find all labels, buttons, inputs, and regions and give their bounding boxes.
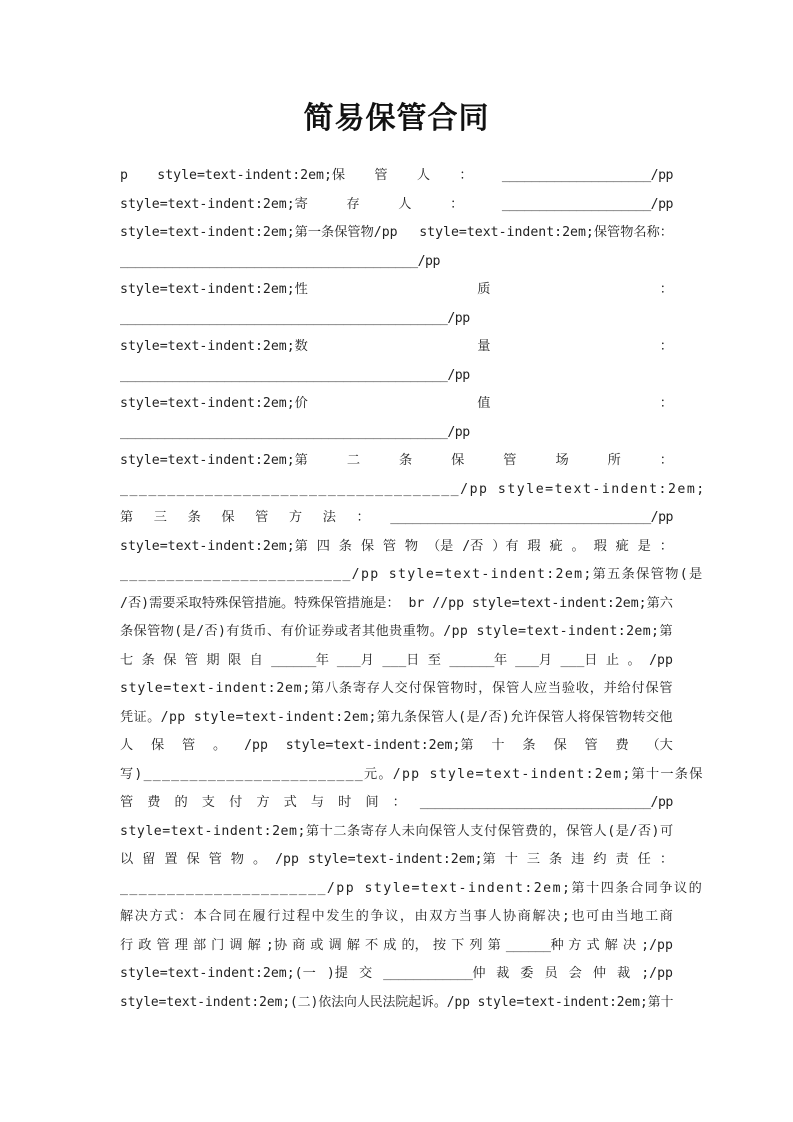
- text-segment: 解: [247, 937, 261, 953]
- text-line: [120, 846, 673, 875]
- text-line: [120, 818, 673, 847]
- text-segment: 场: [555, 453, 569, 468]
- text-segment: ：: [459, 168, 473, 183]
- text-segment: 解决方式：本合同在履行过程中发生的争议，由双方当事人协商解决;也可由当地工商: [120, 909, 675, 924]
- text-segment: 会: [568, 966, 582, 981]
- text-segment: 瑕: [593, 538, 607, 554]
- text-segment: 门: [211, 937, 225, 953]
- text-segment: 方: [256, 795, 270, 810]
- text-segment: （是: [426, 538, 454, 554]
- text-segment: 管: [120, 795, 134, 810]
- text-segment: ：: [659, 538, 673, 554]
- text-segment: 限: [227, 652, 242, 668]
- text-segment: ___日: [382, 652, 420, 668]
- text-segment: 保: [451, 453, 465, 468]
- text-line: [120, 989, 673, 1018]
- text-segment: 按: [432, 937, 447, 953]
- text-segment: ：: [659, 339, 673, 354]
- text-line: [120, 647, 673, 676]
- text-segment: 解: [346, 937, 360, 953]
- text-segment: 裁: [617, 966, 631, 981]
- text-segment: （大: [646, 738, 673, 753]
- text-line: [120, 476, 706, 505]
- text-segment: 第: [120, 510, 134, 525]
- text-segment: 管: [208, 852, 222, 867]
- text-segment: 与: [310, 795, 325, 810]
- text-segment: /否)需要采取特殊保管措施。特殊保管措施是：: [120, 595, 400, 611]
- text-line: [120, 875, 704, 904]
- text-segment: ______年: [271, 652, 329, 668]
- text-segment: 交: [358, 966, 373, 981]
- text-segment: 时: [338, 795, 352, 810]
- text-segment: 瑕: [527, 538, 541, 554]
- text-segment: 费: [147, 795, 161, 810]
- text-segment: 间: [365, 795, 379, 810]
- text-segment: ：: [659, 282, 673, 297]
- text-segment: ____________仲: [383, 966, 486, 981]
- text-segment: 留: [142, 852, 156, 867]
- text-line: [120, 675, 673, 704]
- text-segment: ____________________________________/pp style=text-indent:2em;: [120, 481, 706, 497]
- text-segment: ;协: [265, 937, 288, 953]
- text-segment: style=text-indent:2em;性: [120, 282, 308, 297]
- text-segment: 止: [605, 652, 620, 668]
- text-segment: br //pp style=text-indent:2em;第六: [408, 595, 673, 611]
- text-segment: ______年: [449, 652, 507, 668]
- text-segment: 物: [404, 538, 419, 554]
- text-segment: 自: [249, 652, 263, 668]
- text-line: [120, 276, 673, 305]
- text-segment: 式: [586, 937, 600, 953]
- text-segment: style=text-indent:2em;保: [157, 168, 346, 183]
- text-segment: 决: [622, 937, 637, 953]
- text-segment: ______种: [505, 937, 564, 953]
- text-segment: 调: [229, 937, 243, 953]
- text-segment: ____________________/pp: [501, 168, 673, 183]
- text-segment: 行: [120, 937, 134, 953]
- text-segment: 十: [504, 852, 518, 867]
- text-segment: 三: [153, 510, 167, 525]
- text-segment: 裁: [496, 966, 510, 981]
- text-segment: ;/pp: [641, 966, 673, 981]
- text-segment: 。: [571, 538, 585, 554]
- text-segment: 值: [477, 396, 491, 411]
- text-segment: 管: [382, 538, 397, 554]
- text-line: [120, 960, 673, 989]
- text-segment: 保: [221, 510, 235, 525]
- text-segment: 以: [120, 852, 134, 867]
- text-segment: 的: [174, 795, 188, 810]
- text-segment: 人: [120, 738, 134, 753]
- text-segment: 管: [374, 168, 388, 183]
- text-segment: 支: [201, 795, 215, 810]
- text-segment: style=text-indent:2em;(二)依法向人民法院起诉。/pp style=text-indent:2em;第十: [120, 994, 674, 1010]
- text-line: [120, 704, 673, 733]
- text-line: [120, 618, 673, 647]
- text-segment: style=text-indent:2em;第: [285, 738, 474, 753]
- text-segment: style=text-indent:2em;第一条保管物/pp: [120, 225, 398, 240]
- text-segment: 保: [553, 738, 567, 753]
- text-segment: /pp: [275, 852, 299, 867]
- document-title: 简易保管合同: [303, 101, 490, 136]
- text-segment: 。: [252, 852, 267, 867]
- text-segment: 至: [427, 652, 441, 668]
- text-segment: style=text-indent:2em;第: [120, 453, 308, 468]
- text-segment: 保: [163, 652, 177, 668]
- text-segment: 所: [607, 453, 621, 468]
- text-line: [120, 333, 673, 362]
- text-segment: ：: [356, 510, 370, 525]
- text-segment: 质: [477, 282, 491, 297]
- text-segment: 付: [229, 795, 243, 810]
- text-segment: ：: [659, 453, 673, 468]
- text-line: [120, 162, 673, 191]
- text-segment: style=text-indent:2em;第: [120, 538, 308, 554]
- text-segment: 条: [398, 453, 413, 468]
- text-segment: 疵: [615, 538, 629, 554]
- text-segment: ____________________/pp: [501, 196, 673, 212]
- text-segment: 式: [283, 795, 297, 810]
- text-segment: ;/pp: [641, 937, 673, 953]
- text-segment: 是: [637, 538, 651, 554]
- text-line: [120, 504, 673, 533]
- text-segment: 。: [627, 652, 641, 668]
- text-segment: style=text-indent:2em;(一: [120, 966, 316, 981]
- text-segment: 任: [637, 852, 651, 867]
- text-segment: 十: [491, 738, 505, 753]
- text-segment: style=text-indent:2em;价: [120, 396, 308, 411]
- text-segment: 条保管物(是/否)有货币、有价证券或者其他贵重物。/pp style=text-indent:2em;第: [120, 624, 673, 639]
- text-segment: 。: [213, 738, 227, 753]
- text-segment: 疵: [549, 538, 563, 554]
- text-segment: 第: [487, 937, 501, 953]
- text-segment: ：: [392, 795, 406, 810]
- text-segment: 存: [346, 196, 360, 212]
- text-segment: 条: [549, 852, 563, 867]
- document-body: [120, 162, 706, 1017]
- text-segment: 保: [151, 738, 165, 753]
- text-segment: p: [120, 168, 128, 183]
- text-segment: 条: [522, 738, 536, 753]
- text-line: [120, 390, 673, 419]
- text-segment: ______________________/pp style=text-indent:2em;第十四条合同争议的: [120, 880, 704, 896]
- text-segment: 责: [615, 852, 629, 867]
- text-segment: 写)________________________元。/pp style=text-indent:2em;第十一条保: [120, 766, 704, 782]
- text-segment: 管: [503, 453, 517, 468]
- text-segment: 量: [477, 339, 491, 354]
- text-segment: 七: [120, 652, 134, 668]
- text-segment: 仲: [592, 966, 607, 981]
- text-segment: style=text-indent:2em;第: [307, 852, 496, 867]
- text-line: [120, 419, 673, 448]
- text-segment: ）有: [492, 538, 519, 554]
- text-segment: 理: [174, 937, 188, 953]
- text-segment: 四: [316, 538, 330, 554]
- text-segment: 的，: [401, 937, 428, 953]
- text-line: [120, 761, 704, 790]
- text-segment: 方: [568, 937, 582, 953]
- text-segment: 管: [182, 738, 196, 753]
- text-segment: 下: [451, 937, 465, 953]
- text-segment: 法: [322, 510, 336, 525]
- text-segment: 管: [184, 652, 198, 668]
- text-segment: 条: [187, 510, 201, 525]
- text-segment: ____________________________________________/pp: [120, 367, 470, 383]
- text-segment: ___月: [336, 652, 374, 668]
- text-segment: 条: [141, 652, 155, 668]
- text-segment: ：: [450, 196, 464, 212]
- text-segment: )提: [326, 966, 348, 981]
- text-segment: 三: [526, 852, 541, 867]
- text-segment: 人: [416, 168, 431, 183]
- text-segment: 约: [593, 852, 607, 867]
- text-segment: ：: [659, 396, 673, 411]
- text-segment: 管: [584, 738, 598, 753]
- text-segment: 委: [520, 966, 534, 981]
- text-line: [120, 533, 673, 562]
- text-segment: style=text-indent:2em;保管物名称：: [419, 225, 673, 240]
- text-segment: 或: [310, 937, 324, 953]
- text-segment: /pp: [244, 738, 268, 753]
- text-segment: /否: [462, 538, 484, 554]
- text-line: [120, 561, 704, 590]
- text-segment: 条: [338, 538, 352, 554]
- text-segment: 保: [186, 852, 200, 867]
- text-segment: 保: [360, 538, 374, 554]
- text-segment: 部: [192, 937, 207, 953]
- text-segment: ________________________________________/pp: [120, 253, 440, 269]
- text-line: [120, 362, 673, 391]
- text-line: [120, 590, 673, 619]
- text-segment: ：: [659, 852, 673, 867]
- text-segment: style=text-indent:2em;寄: [120, 196, 308, 212]
- text-segment: _________________________/pp style=text-indent:2em;第五条保管物(是: [120, 567, 704, 582]
- text-segment: 物: [230, 852, 244, 867]
- text-segment: ____________________________________________/pp: [120, 310, 470, 326]
- text-segment: 政: [138, 937, 152, 953]
- text-line: [120, 219, 673, 248]
- text-segment: 商: [292, 937, 306, 953]
- text-segment: 成: [383, 937, 397, 953]
- text-segment: ___日: [560, 652, 598, 668]
- text-segment: 凭证。/pp style=text-indent:2em;第九条保管人(是/否)允许保管人将保管物转交他: [120, 709, 673, 725]
- text-line: [120, 903, 673, 932]
- text-segment: _______________________________/pp: [419, 795, 673, 810]
- text-line: [120, 447, 673, 476]
- text-segment: ___月: [515, 652, 553, 668]
- text-segment: 解: [604, 937, 618, 953]
- text-segment: 方: [288, 510, 303, 525]
- text-segment: ____________________________________________/pp: [120, 424, 470, 440]
- text-line: [120, 932, 673, 961]
- text-segment: style=text-indent:2em;数: [120, 339, 308, 354]
- text-segment: 列: [469, 937, 483, 953]
- text-segment: 员: [544, 966, 558, 981]
- text-segment: 管: [255, 510, 269, 525]
- text-segment: 不: [365, 937, 379, 953]
- text-segment: style=text-indent:2em;第十二条寄存人未向保管人支付保管费的，保管人(是/否)可: [120, 823, 674, 839]
- text-segment: /pp: [649, 652, 673, 668]
- text-line: [120, 191, 673, 220]
- text-segment: ___________________________________/pp: [390, 510, 673, 525]
- text-segment: 调: [328, 937, 342, 953]
- text-line: [120, 305, 673, 334]
- text-segment: style=text-indent:2em;第八条寄存人交付保管物时，保管人应当验收，并给付保管: [120, 681, 674, 696]
- text-line: [120, 248, 673, 277]
- text-line: [120, 789, 673, 818]
- text-line: [120, 732, 673, 761]
- text-segment: 人: [398, 196, 412, 212]
- text-segment: 期: [206, 652, 220, 668]
- text-segment: 二: [346, 453, 361, 468]
- text-segment: 置: [164, 852, 178, 867]
- text-segment: 违: [571, 852, 585, 867]
- text-segment: 管: [156, 937, 170, 953]
- text-segment: 费: [615, 738, 629, 753]
